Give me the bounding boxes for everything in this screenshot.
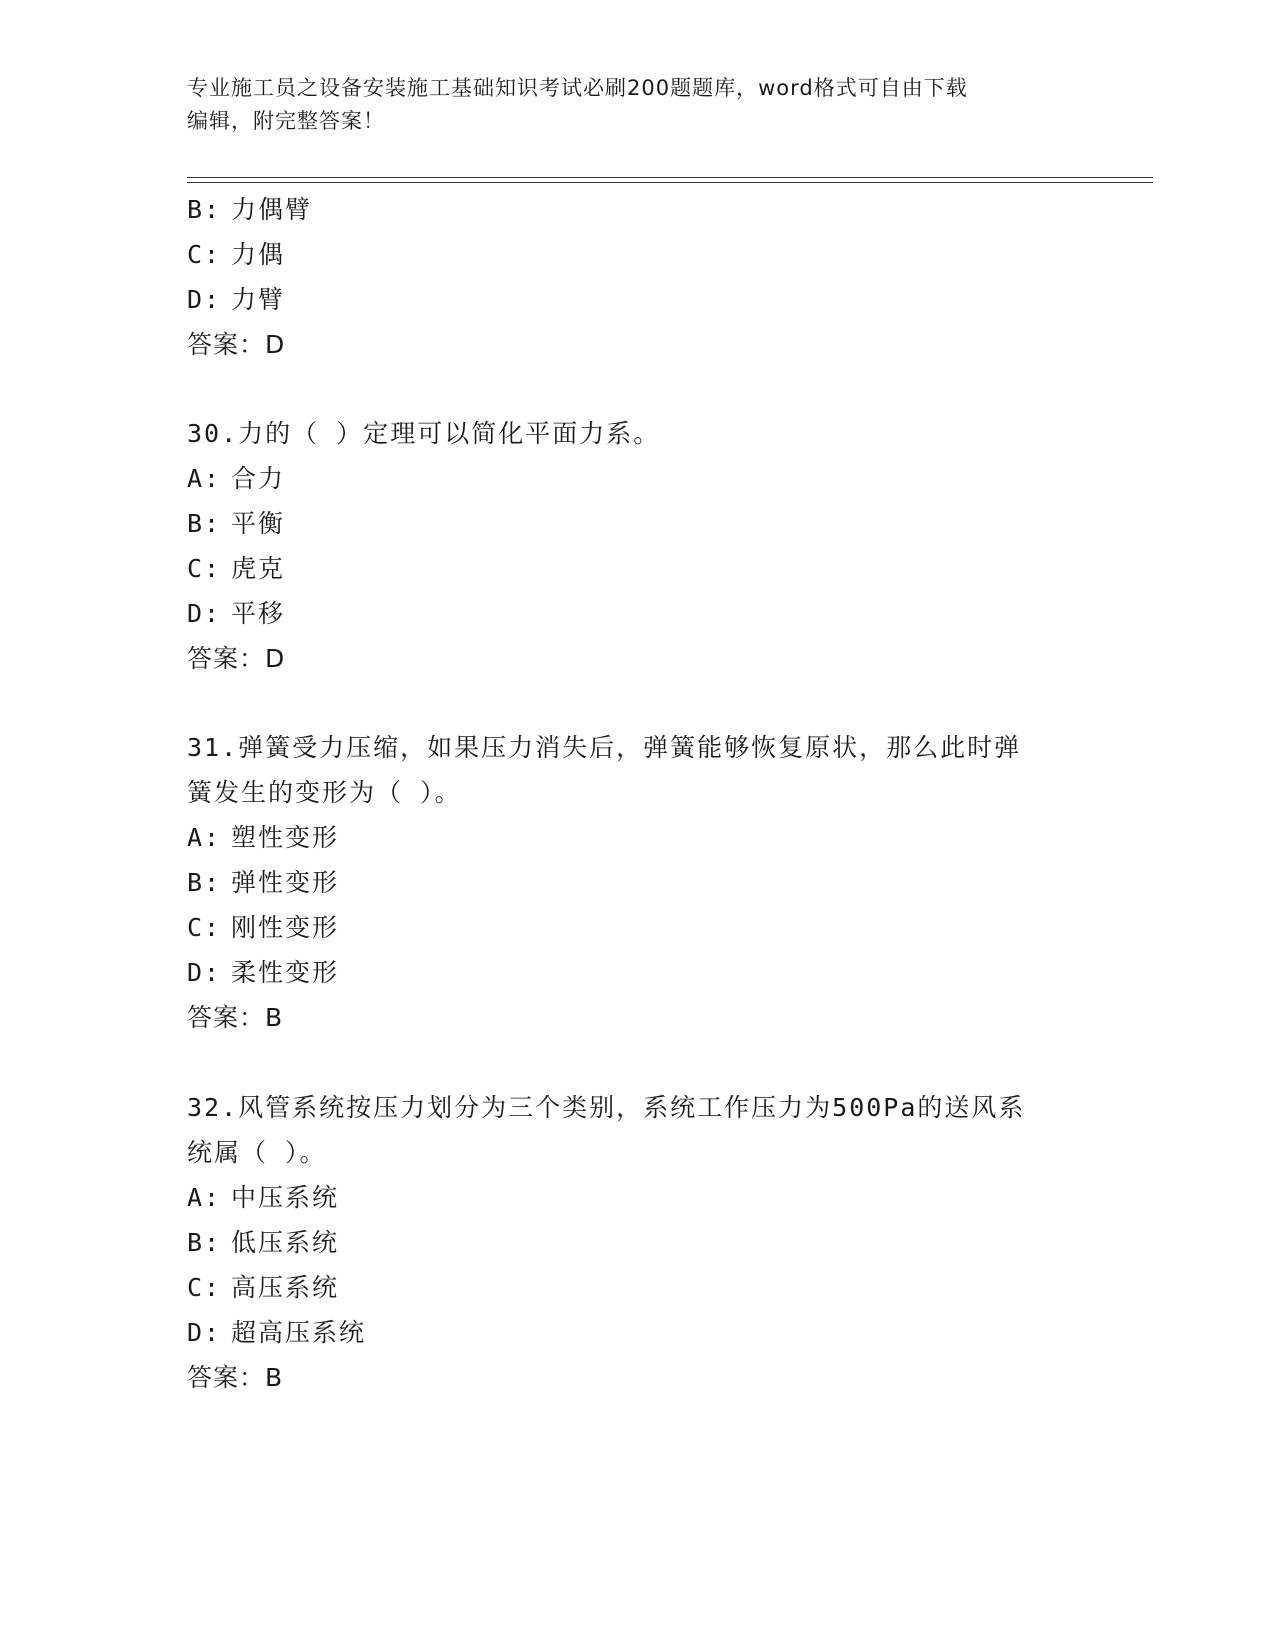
option-letter: B: bbox=[187, 195, 222, 224]
option-text: 平衡 bbox=[231, 509, 286, 538]
option-letter: B: bbox=[187, 1228, 222, 1257]
option-letter: B: bbox=[187, 868, 222, 897]
option-text: 虎克 bbox=[231, 554, 286, 583]
option-text: 平移 bbox=[231, 599, 286, 628]
option-text: 力偶臂 bbox=[231, 195, 313, 224]
option-letter: A: bbox=[187, 1183, 222, 1212]
option-letter: C: bbox=[187, 1273, 222, 1302]
option-text: 中压系统 bbox=[231, 1183, 340, 1212]
option-text: 弹性变形 bbox=[231, 868, 340, 897]
option-d bbox=[187, 598, 285, 630]
option-d bbox=[187, 957, 339, 989]
answer-line: 答案：B bbox=[187, 1003, 284, 1032]
option-letter: D: bbox=[187, 285, 222, 314]
answer-line: 答案：D bbox=[187, 644, 286, 673]
question-32-line-1: 32.风管系统按压力划分为三个类别，系统工作压力为500Pa的送风系 bbox=[187, 1093, 1026, 1122]
header-line-2: 编辑，附完整答案！ bbox=[187, 109, 385, 133]
option-text: 高压系统 bbox=[231, 1273, 340, 1302]
option-text: 合力 bbox=[231, 464, 286, 493]
option-text: 力偶 bbox=[231, 240, 286, 269]
option-letter: C: bbox=[187, 554, 222, 583]
document-header bbox=[187, 72, 1087, 138]
header-line-1: 专业施工员之设备安装施工基础知识考试必刷200题题库，word格式可自由下载 bbox=[187, 76, 968, 100]
option-letter: D: bbox=[187, 1318, 222, 1347]
option-letter: C: bbox=[187, 913, 222, 942]
question-30: 30.力的（ ）定理可以简化平面力系。 bbox=[187, 419, 661, 448]
header-rule-top bbox=[187, 177, 1153, 178]
option-c bbox=[187, 912, 339, 944]
option-b bbox=[187, 508, 285, 540]
option-letter: D: bbox=[187, 958, 222, 987]
option-text: 柔性变形 bbox=[231, 958, 340, 987]
option-letter: A: bbox=[187, 823, 222, 852]
option-letter: C: bbox=[187, 240, 222, 269]
option-text: 力臂 bbox=[231, 285, 286, 314]
option-letter: B: bbox=[187, 509, 222, 538]
question-31-line-2: 簧发生的变形为（ ）。 bbox=[187, 778, 462, 807]
option-a bbox=[187, 822, 339, 854]
option-c bbox=[187, 553, 285, 585]
header-rule-bottom bbox=[187, 182, 1153, 183]
option-a bbox=[187, 463, 285, 495]
option-text: 超高压系统 bbox=[231, 1318, 367, 1347]
option-text: 低压系统 bbox=[231, 1228, 340, 1257]
option-d bbox=[187, 284, 285, 316]
option-c bbox=[187, 239, 285, 271]
option-b bbox=[187, 1227, 339, 1259]
option-b bbox=[187, 194, 312, 226]
option-letter: A: bbox=[187, 464, 222, 493]
option-a bbox=[187, 1182, 339, 1214]
option-letter: D: bbox=[187, 599, 222, 628]
question-32-line-2: 统属（ ）。 bbox=[187, 1138, 327, 1167]
option-d bbox=[187, 1317, 366, 1349]
option-text: 塑性变形 bbox=[231, 823, 340, 852]
option-b bbox=[187, 867, 339, 899]
question-31-line-1: 31.弹簧受力压缩，如果压力消失后，弹簧能够恢复原状，那么此时弹 bbox=[187, 733, 1022, 762]
answer-line: 答案：B bbox=[187, 1363, 284, 1392]
option-text: 刚性变形 bbox=[231, 913, 340, 942]
answer-line: 答案：D bbox=[187, 330, 286, 359]
option-c bbox=[187, 1272, 339, 1304]
